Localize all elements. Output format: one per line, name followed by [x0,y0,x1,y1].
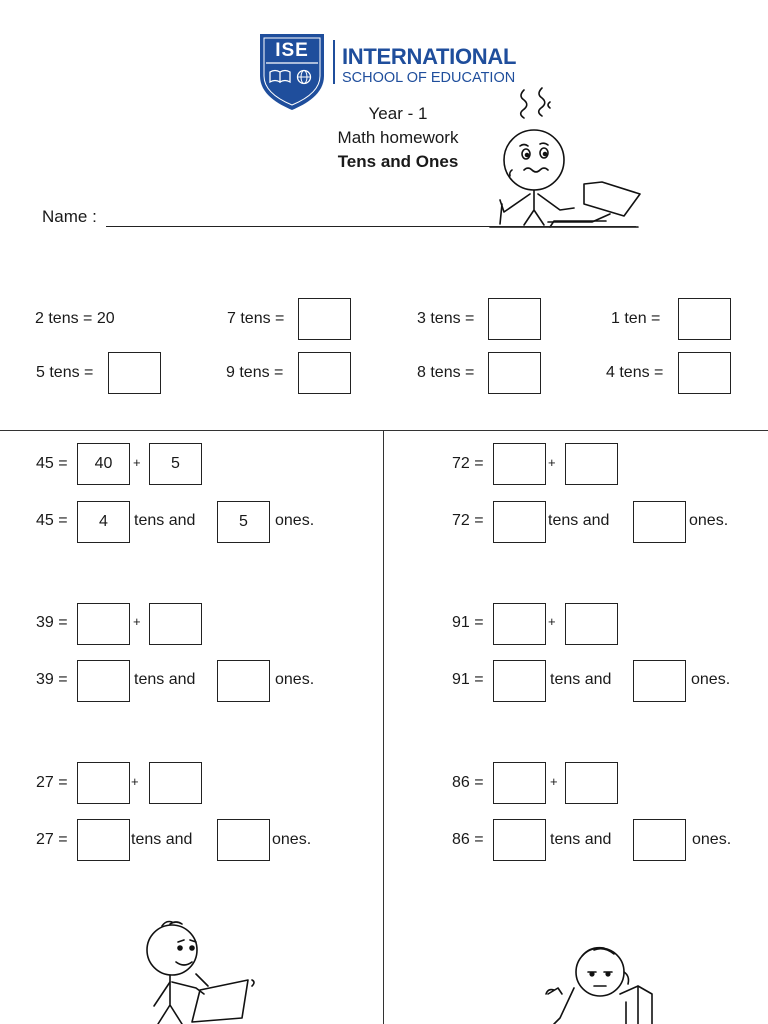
tens-question-label: 9 tens = [226,364,284,381]
tens-and-label: tens and [548,512,610,529]
section-divider-horizontal [0,430,768,431]
ones-value-box[interactable] [149,762,202,804]
stressed-stick-figure-laptop-icon [490,86,660,232]
ones-label: ones. [692,831,732,848]
plus-sign: + [550,774,558,789]
plus-sign: + [133,455,141,470]
school-name: INTERNATIONAL [342,44,517,69]
ones-count-box[interactable] [633,660,686,702]
tens-count-box[interactable] [493,501,546,543]
ones-label: ones. [272,831,312,848]
problem-number: 72 = [452,512,484,529]
tens-and-label: tens and [134,512,196,529]
ones-value-box[interactable]: 5 [149,443,202,485]
stick-figure-thinking-icon [534,942,660,1024]
tens-question-label: 7 tens = [227,310,285,327]
plus-sign: + [548,455,556,470]
problem-number: 86 = [452,774,484,791]
answer-box[interactable] [678,298,731,340]
ones-label: ones. [689,512,729,529]
tens-question-label: 1 ten = [611,310,661,327]
ones-value-box[interactable] [565,443,618,485]
tens-question-label: 4 tens = [606,364,664,381]
answer-box[interactable] [488,298,541,340]
tens-question-label: 8 tens = [417,364,475,381]
answer-box[interactable] [108,352,161,394]
tens-question-label: 2 tens = 20 [35,310,115,327]
answer-box[interactable] [298,298,351,340]
logo-initials: ISE [275,40,309,61]
section-divider-vertical [383,430,384,1024]
ones-value-box[interactable] [565,603,618,645]
problem-number: 91 = [452,671,484,688]
tens-value-box[interactable] [493,603,546,645]
tens-value-box[interactable] [493,443,546,485]
ones-count-box[interactable] [633,501,686,543]
tens-count-box[interactable] [493,819,546,861]
tens-count-box[interactable] [77,819,130,861]
plus-sign: + [133,614,141,629]
ones-value-box[interactable] [565,762,618,804]
tens-and-label: tens and [550,831,612,848]
tens-value-box[interactable] [77,762,130,804]
answer-box[interactable] [298,352,351,394]
ones-count-box[interactable] [217,819,270,861]
tens-count-box[interactable] [77,660,130,702]
tens-count-box[interactable]: 4 [77,501,130,543]
ones-label: ones. [275,512,315,529]
tens-value-box[interactable] [77,603,130,645]
school-subtitle: SCHOOL OF EDUCATION [342,70,516,86]
problem-number: 45 = [36,455,68,472]
tens-and-label: tens and [134,671,196,688]
tens-value-box[interactable]: 40 [77,443,130,485]
tens-question-label: 5 tens = [36,364,94,381]
plus-sign: + [131,774,139,789]
tens-count-box[interactable] [493,660,546,702]
ones-count-box[interactable] [217,660,270,702]
ones-value-box[interactable] [149,603,202,645]
ones-label: ones. [691,671,731,688]
stick-figure-writing-icon [140,918,260,1024]
name-input-line[interactable] [106,226,636,227]
year-label: Year - 1 [368,104,428,123]
tens-and-label: tens and [550,671,612,688]
problem-number: 39 = [36,671,68,688]
topic-title: Tens and Ones [337,152,459,171]
problem-number: 72 = [452,455,484,472]
ones-count-box[interactable] [633,819,686,861]
tens-and-label: tens and [131,831,193,848]
plus-sign: + [548,614,556,629]
problem-number: 86 = [452,831,484,848]
logo-divider [333,40,335,84]
problem-number: 45 = [36,512,68,529]
answer-box[interactable] [488,352,541,394]
problem-number: 27 = [36,831,68,848]
tens-question-label: 3 tens = [417,310,475,327]
ones-count-box[interactable]: 5 [217,501,270,543]
problem-number: 91 = [452,614,484,631]
ones-label: ones. [275,671,315,688]
problem-number: 27 = [36,774,68,791]
answer-box[interactable] [678,352,731,394]
problem-number: 39 = [36,614,68,631]
school-shield-logo-icon [258,32,326,112]
name-label: Name : [42,207,97,226]
tens-value-box[interactable] [493,762,546,804]
subject-label: Math homework [337,128,459,147]
